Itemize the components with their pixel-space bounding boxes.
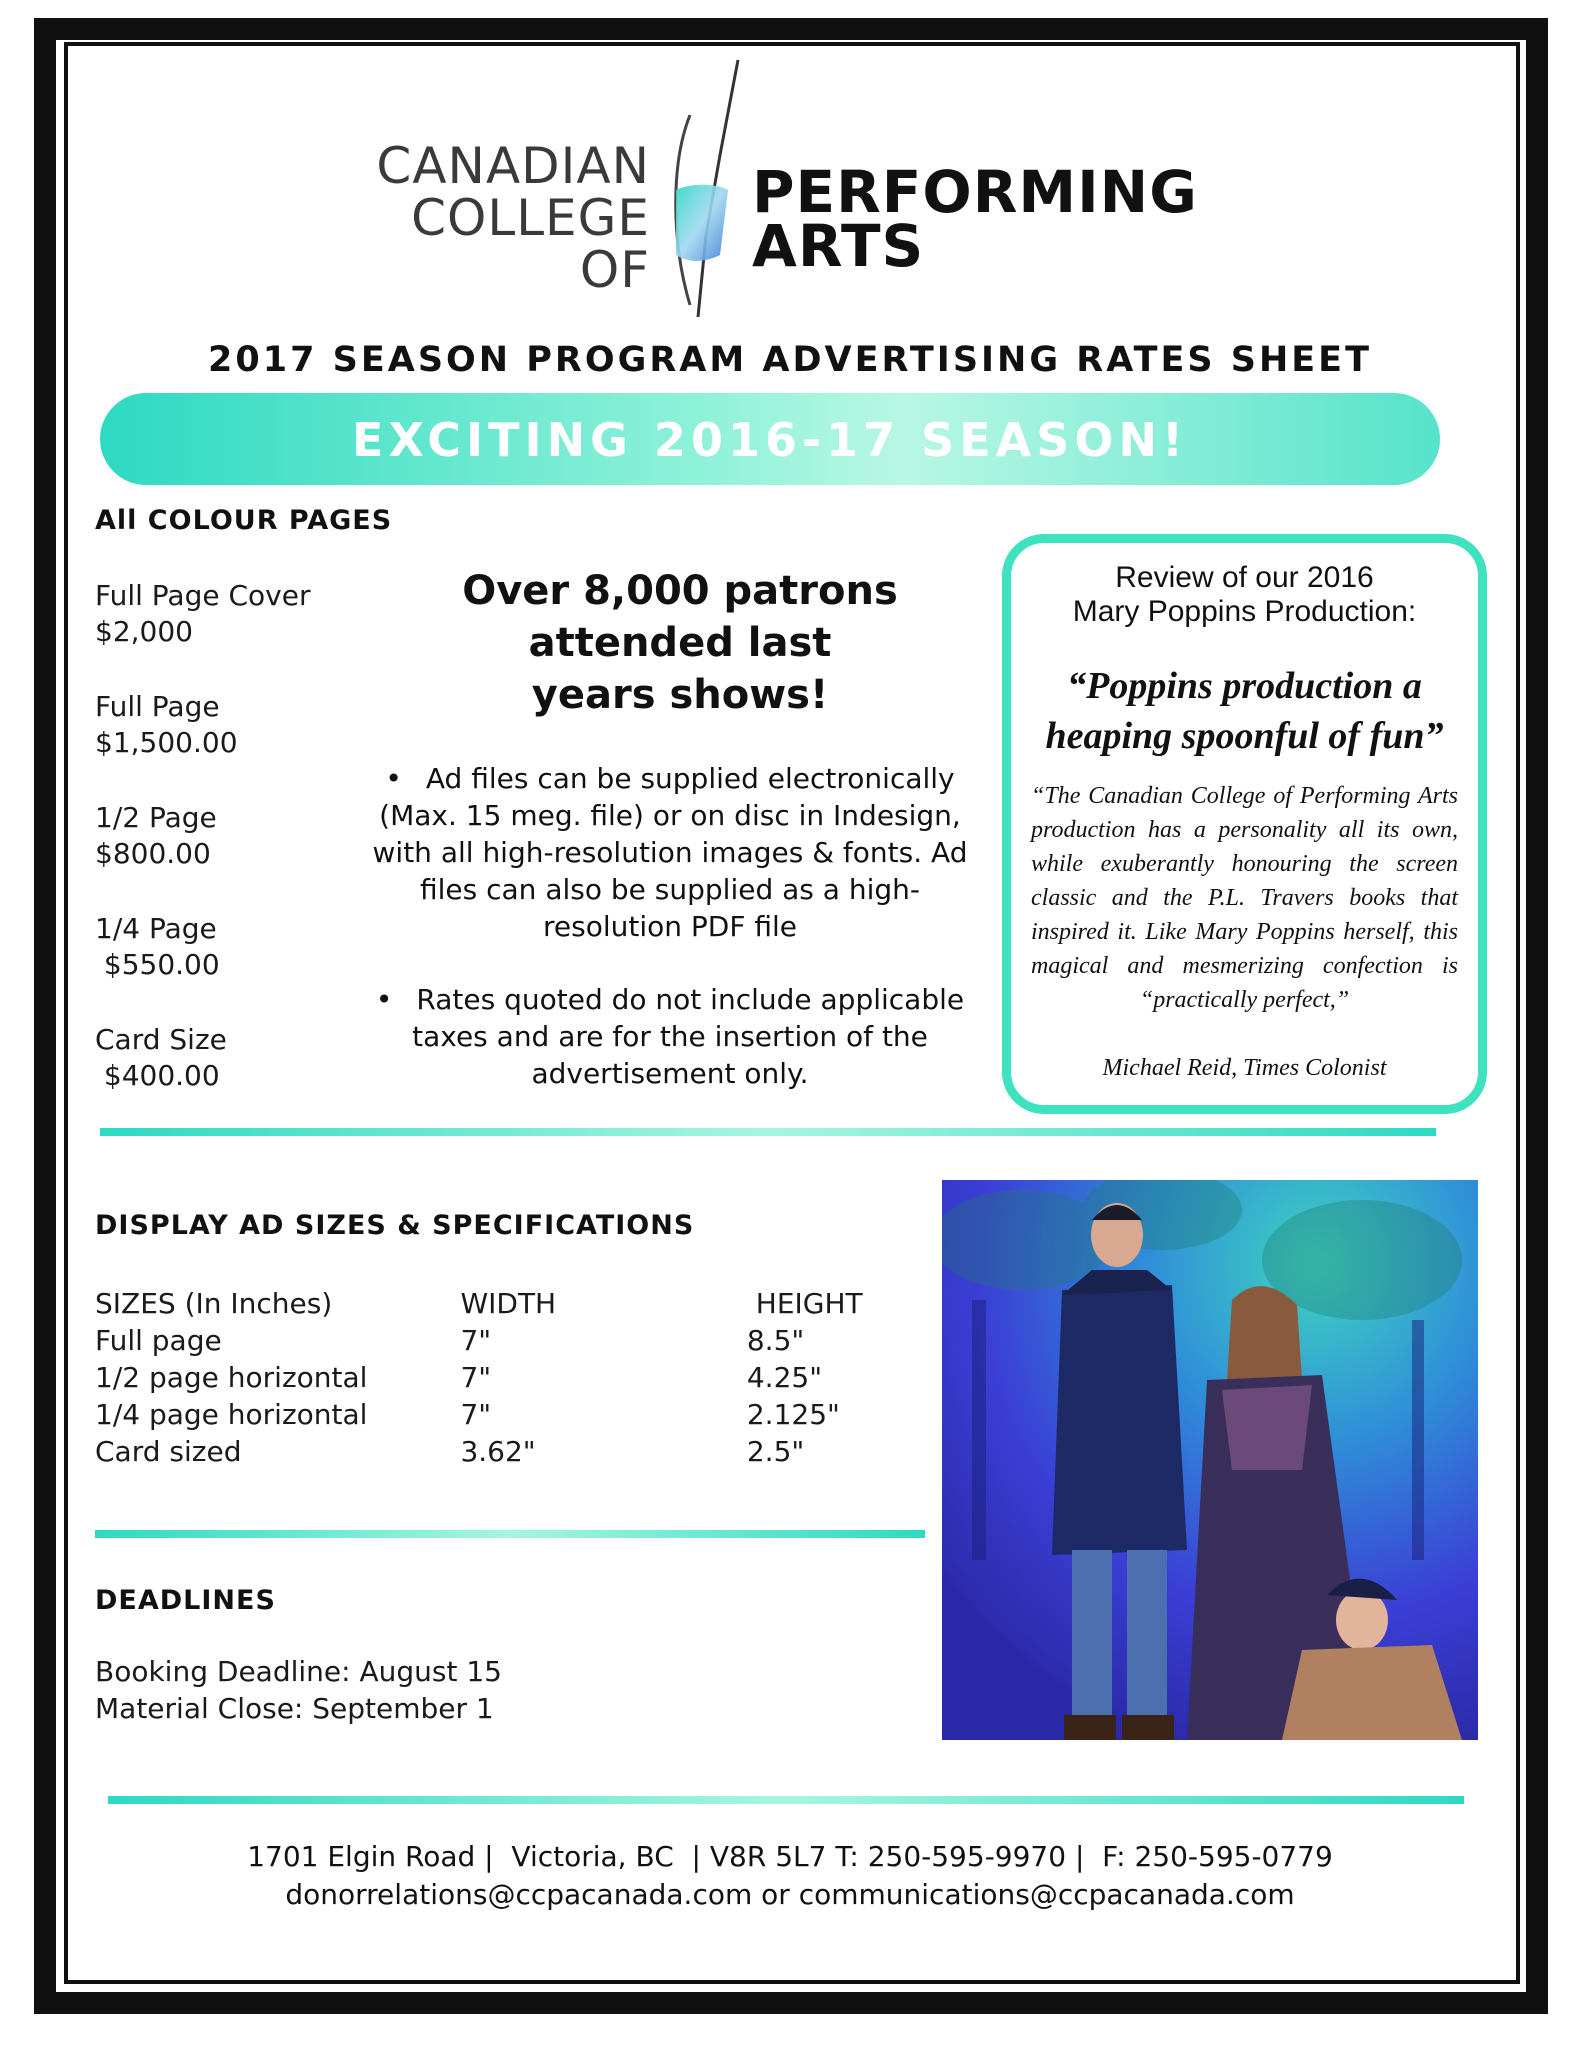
footer-address: 1701 Elgin Road | Victoria, BC | V8R 5L7 T: 250-595-9970 | F: 250-595-0779 — [247, 1840, 1333, 1873]
bullet-icon: • — [375, 983, 393, 1016]
deadlines-heading: DEADLINES — [95, 1585, 276, 1616]
specs-header-row — [95, 1285, 895, 1322]
info-bullets — [370, 760, 970, 1128]
review-quote-line-1: “Poppins production a — [1067, 665, 1422, 707]
rates-heading: All COLOUR PAGES — [95, 505, 393, 536]
divider-bottom — [108, 1796, 1464, 1804]
footer-contact — [100, 1838, 1480, 1914]
specs-heading: DISPLAY AD SIZES & SPECIFICATIONS — [95, 1210, 695, 1241]
rates-list — [95, 578, 395, 1133]
spec-height: 4.25" — [746, 1361, 823, 1394]
spec-height: 2.125" — [746, 1398, 840, 1431]
spec-width: 7" — [460, 1398, 492, 1431]
spec-height: 8.5" — [746, 1324, 805, 1357]
spec-size: Full page — [95, 1324, 222, 1357]
review-body: “The Canadian College of Performing Arts production has a personality all its own, while exuberantly honouring the screen classic and the P.L. Travers books that inspired it. Like Mary Poppins herself, this magical and mesmerizing confection is “practically perfect,” — [1031, 783, 1458, 1013]
spec-height: 2.5" — [746, 1435, 805, 1468]
logo-line-canadian: CANADIAN — [376, 137, 650, 195]
season-banner-text: EXCITING 2016-17 SEASON! — [352, 413, 1188, 467]
specs-col-sizes: SIZES (In Inches) — [95, 1287, 333, 1320]
patrons-line-1: Over 8,000 patrons — [462, 568, 898, 614]
bullet-text-files: Ad files can be supplied electronically (Max. 15 meg. file) or on disc in Indesign, with all high-resolution images & fonts. Ad files can also be supplied as a high-resolution PDF file — [372, 762, 968, 943]
rate-name: Full Page — [95, 690, 220, 723]
logo-line-arts: ARTS — [752, 212, 925, 280]
bullet-icon: • — [385, 762, 402, 795]
spec-size: Card sized — [95, 1435, 242, 1468]
spec-width: 7" — [460, 1324, 492, 1357]
production-photo — [942, 1180, 1478, 1740]
review-heading — [1011, 561, 1478, 629]
booking-deadline: Booking Deadline: August 15 — [95, 1655, 502, 1688]
deadlines-list — [95, 1653, 502, 1727]
rate-price: $400.00 — [95, 1059, 220, 1092]
rate-name: Full Page Cover — [95, 579, 311, 612]
rate-name: 1/2 Page — [95, 801, 217, 834]
rate-item — [95, 1022, 395, 1133]
season-banner — [100, 393, 1440, 485]
patrons-line-3: years shows! — [531, 672, 829, 718]
review-heading-line-2: Mary Poppins Production: — [1072, 595, 1417, 628]
bullet-text-rates: Rates quoted do not include applicable taxes and are for the insertion of the advertisement only. — [412, 983, 965, 1090]
rate-item — [95, 911, 395, 1022]
rate-price: $550.00 — [95, 948, 220, 981]
divider-top — [100, 1128, 1436, 1136]
logo-text-left — [360, 137, 650, 299]
rate-price: $1,500.00 — [95, 726, 238, 759]
spec-size: 1/4 page horizontal — [95, 1398, 368, 1431]
spec-width: 3.62" — [460, 1435, 536, 1468]
review-quote — [1021, 661, 1468, 761]
logo-line-college-of: COLLEGE OF — [411, 189, 650, 299]
rate-item — [95, 689, 395, 800]
table-row — [95, 1322, 895, 1359]
rate-price: $2,000 — [95, 615, 193, 648]
review-author: Michael Reid, Times Colonist — [1102, 1055, 1387, 1081]
bullet-item — [370, 760, 970, 945]
specs-col-height: HEIGHT — [746, 1287, 863, 1320]
review-box — [1002, 534, 1487, 1114]
rate-name: 1/4 Page — [95, 912, 217, 945]
logo-text-right — [752, 158, 1198, 280]
spec-size: 1/2 page horizontal — [95, 1361, 368, 1394]
footer-emails: donorrelations@ccpacanada.com or communications@ccpacanada.com — [285, 1878, 1295, 1911]
rate-name: Card Size — [95, 1023, 227, 1056]
sheet-title: 2017 SEASON PROGRAM ADVERTISING RATES SHEET — [208, 340, 1372, 380]
bullet-item — [370, 981, 970, 1092]
table-row — [95, 1433, 895, 1470]
logo-line-performing: PERFORMING — [752, 158, 1198, 226]
review-quote-line-2: heaping spoonful of fun” — [1045, 715, 1444, 757]
specs-table — [95, 1285, 895, 1470]
table-row — [95, 1396, 895, 1433]
divider-middle — [95, 1530, 925, 1538]
material-close: Material Close: September 1 — [95, 1692, 494, 1725]
patrons-headline — [440, 565, 920, 721]
specs-col-width: WIDTH — [460, 1287, 557, 1320]
patrons-line-2: attended last — [528, 620, 832, 666]
spec-width: 7" — [460, 1361, 492, 1394]
table-row — [95, 1359, 895, 1396]
rate-item — [95, 578, 395, 689]
review-heading-line-1: Review of our 2016 — [1115, 561, 1374, 594]
rate-price: $800.00 — [95, 837, 211, 870]
rate-item — [95, 800, 395, 911]
